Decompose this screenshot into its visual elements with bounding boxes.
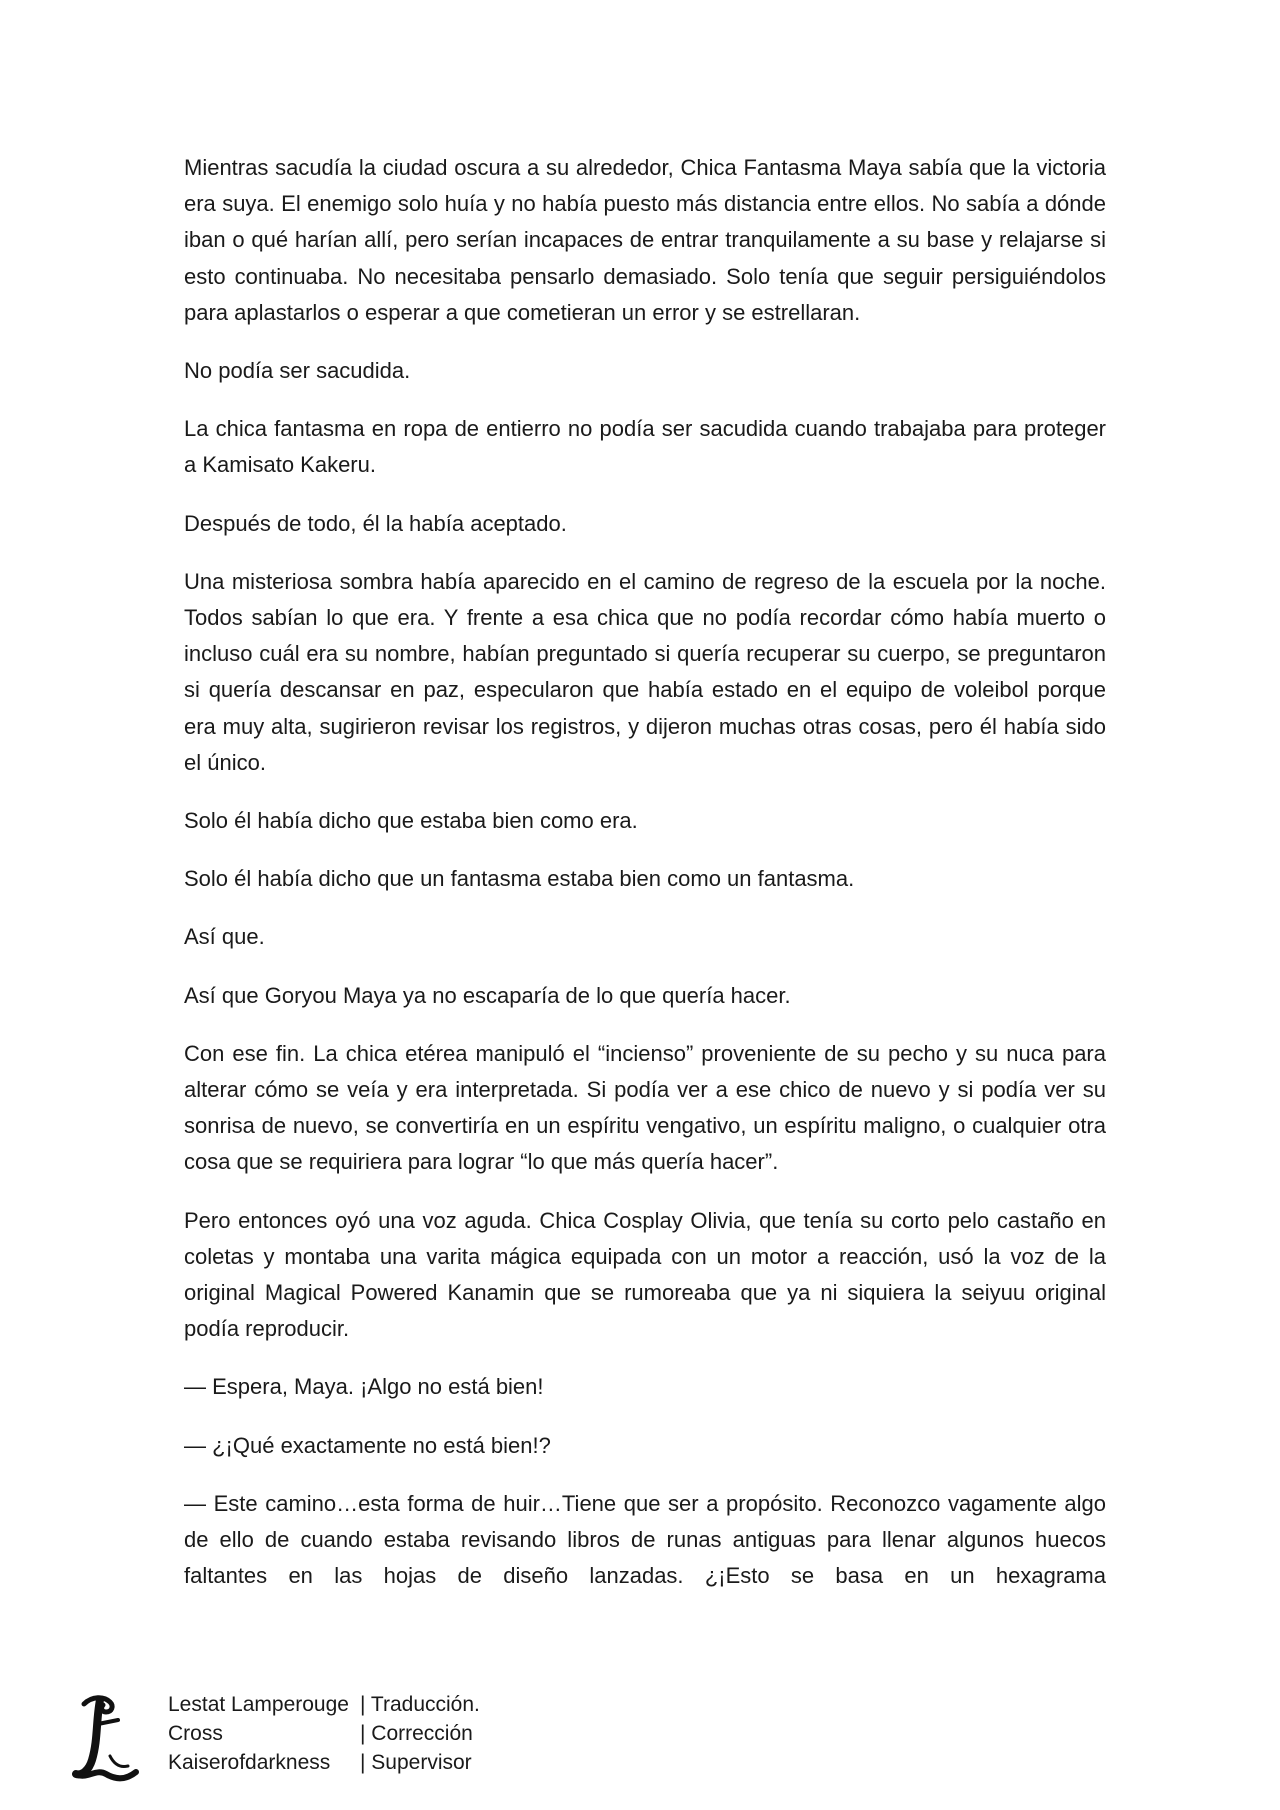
paragraph: Así que. — [184, 924, 265, 950]
page-body — [184, 150, 1106, 1640]
credit-name: Cross — [168, 1722, 223, 1745]
paragraph: Una misteriosa sombra había aparecido en el camino de regreso de la escuela por la noche. Todos sabían lo que era. Y frente a esa chica que no podía recordar cómo había muerto o incluso cuál era su nombre, habían preguntado si quería recuperar su cuerpo, se preguntaron si quería descansar en paz, especularon que había estado en el equipo de voleibol porque era muy alta, sugirieron revisar los registros, y dijeron muchas otras cosas, pero él había sido el único. — [184, 568, 1106, 775]
paragraph: Después de todo, él la había aceptado. — [184, 510, 567, 536]
paragraph: Así que Goryou Maya ya no escaparía de lo que quería hacer. — [184, 982, 791, 1008]
paragraph: Solo él había dicho que estaba bien como era. — [184, 808, 638, 834]
credit-row — [168, 1748, 480, 1777]
credit-row — [168, 1719, 480, 1748]
paragraph: Pero entonces oyó una voz aguda. Chica Cosplay Olivia, que tenía su corto pelo castaño en coletas y montaba una varita mágica equipada con un motor a reacción, usó la voz de la original Magical Powered Kanamin que se rumoreaba que ya ni siquiera la seiyuu original podía reproducir. — [184, 1207, 1106, 1342]
page-footer — [70, 1690, 630, 1790]
paragraph: No podía ser sacudida. — [184, 358, 411, 384]
paragraph: Con ese fin. La chica etérea manipuló el “incienso” proveniente de su pecho y su nuca para alterar cómo se veía y era interpretada. Si podía ver a ese chico de nuevo y si podía ver su sonrisa de nuevo, se convertiría en un espíritu vengativo, un espíritu maligno, o cualquier otra cosa que se requiriera para lograr “lo que más quería hacer”. — [184, 1040, 1106, 1175]
credit-row — [168, 1690, 480, 1719]
credit-role: | Supervisor — [360, 1748, 472, 1777]
credit-role: | Corrección — [360, 1719, 473, 1748]
dialogue-line: — Este camino…esta forma de huir…Tiene que ser a propósito. Reconozco vagamente algo de ello de cuando estaba revisando libros de runas antiguas para llenar algunos huecos faltantes en las hojas de diseño lanzadas. ¿¡Esto se basa en un hexagrama — [184, 1490, 1106, 1589]
credit-name: Lestat Lamperouge — [168, 1693, 349, 1716]
credits-list — [168, 1690, 480, 1777]
paragraph: La chica fantasma en ropa de entierro no podía ser sacudida cuando trabajaba para proteger a Kamisato Kakeru. — [184, 416, 1106, 478]
paragraph: Mientras sacudía la ciudad oscura a su alrededor, Chica Fantasma Maya sabía que la victoria era suya. El enemigo solo huía y no había puesto más distancia entre ellos. No sabía a dónde iban o qué harían allí, pero serían incapaces de entrar tranquilamente a su base y relajarse si esto continuaba. No necesitaba pensarlo demasiado. Solo tenía que seguir persiguiéndolos para aplastarlos o esperar a que cometieran un error y se estrellaran. — [184, 155, 1106, 325]
gothic-L-logo-icon — [70, 1690, 142, 1790]
paragraph: Solo él había dicho que un fantasma estaba bien como un fantasma. — [184, 866, 855, 892]
dialogue-line: — Espera, Maya. ¡Algo no está bien! — [184, 1374, 544, 1400]
dialogue-line: — ¿¡Qué exactamente no está bien!? — [184, 1432, 551, 1458]
credit-role: | Traducción. — [360, 1690, 480, 1719]
credit-name: Kaiserofdarkness — [168, 1751, 331, 1774]
